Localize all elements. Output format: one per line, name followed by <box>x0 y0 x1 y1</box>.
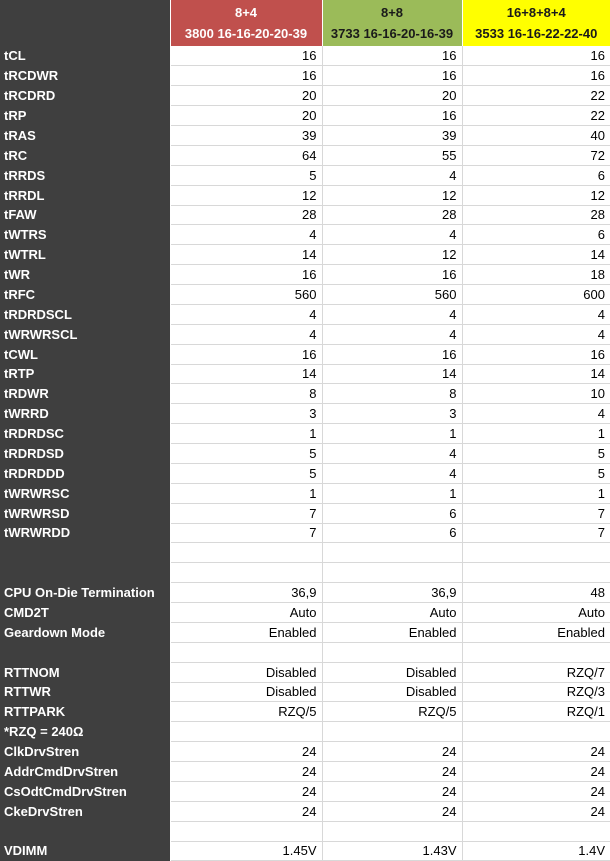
cell-value[interactable] <box>322 722 462 742</box>
cell-value[interactable]: 16 <box>170 46 322 66</box>
cell-value[interactable]: 4 <box>322 324 462 344</box>
table-row <box>0 384 610 404</box>
cell-value[interactable]: 1.45V <box>170 841 322 861</box>
table-row <box>0 642 610 662</box>
table-row <box>0 682 610 702</box>
table-row <box>0 66 610 86</box>
row-label[interactable]: CMD2T <box>0 603 170 623</box>
config-frequency-timings: 3533 16-16-22-22-40 <box>475 26 598 41</box>
row-label[interactable]: Geardown Mode <box>0 622 170 642</box>
cell-value[interactable]: 16 <box>322 66 462 86</box>
table-row <box>0 821 610 841</box>
table-row <box>0 304 610 324</box>
cell-value[interactable]: 6 <box>322 503 462 523</box>
cell-value[interactable]: 36,9 <box>322 583 462 603</box>
cell-value[interactable]: 4 <box>170 304 322 324</box>
table-row <box>0 86 610 106</box>
cell-value[interactable]: 28 <box>322 205 462 225</box>
cell-value[interactable]: 55 <box>322 145 462 165</box>
cell-value[interactable]: 4 <box>322 463 462 483</box>
cell-value[interactable]: 1.4V <box>462 841 610 861</box>
cell-value[interactable]: 600 <box>462 285 610 305</box>
row-label[interactable]: tRP <box>0 106 170 126</box>
cell-value[interactable]: 14 <box>170 245 322 265</box>
cell-value[interactable]: 20 <box>322 86 462 106</box>
config-title: 8+4 <box>234 5 258 20</box>
row-label[interactable]: tWR <box>0 265 170 285</box>
cell-value[interactable]: 5 <box>462 444 610 464</box>
row-label[interactable]: tRRDL <box>0 185 170 205</box>
table-row <box>0 543 610 563</box>
table-row <box>0 225 610 245</box>
row-label[interactable]: CsOdtCmdDrvStren <box>0 781 170 801</box>
table-header <box>0 0 610 46</box>
cell-value[interactable]: 5 <box>170 463 322 483</box>
cell-value[interactable]: Enabled <box>322 622 462 642</box>
cell-value[interactable]: 7 <box>462 503 610 523</box>
cell-value[interactable] <box>462 821 610 841</box>
row-label[interactable]: tWRWRSD <box>0 503 170 523</box>
row-label[interactable]: tCL <box>0 46 170 66</box>
table-row <box>0 662 610 682</box>
cell-value[interactable] <box>462 642 610 662</box>
cell-value[interactable]: 5 <box>170 444 322 464</box>
table-row <box>0 523 610 543</box>
cell-value[interactable]: 3 <box>322 404 462 424</box>
cell-value[interactable]: 4 <box>322 304 462 324</box>
cell-value[interactable]: 24 <box>322 801 462 821</box>
row-label[interactable]: tWRWRSC <box>0 483 170 503</box>
cell-value[interactable]: 22 <box>462 86 610 106</box>
cell-value[interactable]: 14 <box>322 364 462 384</box>
row-label[interactable]: tRAS <box>0 126 170 146</box>
config-title: 8+8 <box>380 5 404 20</box>
cell-value[interactable]: 24 <box>462 742 610 762</box>
table-row <box>0 324 610 344</box>
cell-value[interactable] <box>462 722 610 742</box>
row-label[interactable]: tRCDRD <box>0 86 170 106</box>
table-row <box>0 781 610 801</box>
row-label[interactable]: tRDRDSCL <box>0 304 170 324</box>
cell-value[interactable] <box>322 563 462 583</box>
cell-value[interactable]: 24 <box>170 742 322 762</box>
row-label[interactable] <box>0 642 170 662</box>
table-row <box>0 801 610 821</box>
row-label[interactable]: RTTNOM <box>0 662 170 682</box>
cell-value[interactable]: Disabled <box>322 662 462 682</box>
row-label[interactable]: tRDRDSD <box>0 444 170 464</box>
config-title: 16+8+8+4 <box>506 5 566 20</box>
cell-value[interactable]: 14 <box>462 364 610 384</box>
cell-value[interactable]: 14 <box>170 364 322 384</box>
row-label[interactable]: RTTPARK <box>0 702 170 722</box>
cell-value[interactable]: 1 <box>322 424 462 444</box>
cell-value[interactable]: 12 <box>170 185 322 205</box>
table-row <box>0 722 610 742</box>
cell-value[interactable]: 18 <box>462 265 610 285</box>
row-label[interactable]: tRDRDSC <box>0 424 170 444</box>
row-label[interactable]: *RZQ = 240Ω <box>0 722 170 742</box>
cell-value[interactable]: 1 <box>462 483 610 503</box>
cell-value[interactable]: 560 <box>322 285 462 305</box>
row-label[interactable] <box>0 821 170 841</box>
cell-value[interactable]: 4 <box>322 225 462 245</box>
cell-value[interactable]: 10 <box>462 384 610 404</box>
row-label[interactable]: tWRWRSCL <box>0 324 170 344</box>
cell-value[interactable]: 12 <box>462 185 610 205</box>
cell-value[interactable]: Enabled <box>462 622 610 642</box>
cell-value[interactable] <box>462 543 610 563</box>
cell-value[interactable]: 6 <box>462 225 610 245</box>
row-label[interactable]: CkeDrvStren <box>0 801 170 821</box>
cell-value[interactable]: 16 <box>170 265 322 285</box>
cell-value[interactable]: 16 <box>322 265 462 285</box>
cell-value[interactable]: 24 <box>322 742 462 762</box>
cell-value[interactable]: RZQ/1 <box>462 702 610 722</box>
cell-value[interactable] <box>170 821 322 841</box>
table-row <box>0 245 610 265</box>
cell-value[interactable]: 4 <box>322 444 462 464</box>
cell-value[interactable]: Disabled <box>322 682 462 702</box>
cell-value[interactable]: 40 <box>462 126 610 146</box>
cell-value[interactable]: 1 <box>170 483 322 503</box>
cell-value[interactable]: 12 <box>322 185 462 205</box>
table-row <box>0 106 610 126</box>
row-label[interactable]: tRRDS <box>0 165 170 185</box>
cell-value[interactable]: 4 <box>462 324 610 344</box>
cell-value[interactable]: 20 <box>170 106 322 126</box>
cell-value[interactable]: 24 <box>462 762 610 782</box>
cell-value[interactable]: 24 <box>170 781 322 801</box>
cell-value[interactable]: 16 <box>462 46 610 66</box>
cell-value[interactable]: 5 <box>462 463 610 483</box>
cell-value[interactable]: 8 <box>170 384 322 404</box>
cell-value[interactable]: Auto <box>322 603 462 623</box>
cell-value[interactable]: 14 <box>462 245 610 265</box>
cell-value[interactable]: 4 <box>462 304 610 324</box>
row-label[interactable]: RTTWR <box>0 682 170 702</box>
row-label[interactable]: tCWL <box>0 344 170 364</box>
cell-value[interactable]: 28 <box>462 205 610 225</box>
row-label[interactable]: tWTRS <box>0 225 170 245</box>
cell-value[interactable]: 4 <box>170 324 322 344</box>
table-row <box>0 145 610 165</box>
row-label[interactable]: ClkDrvStren <box>0 742 170 762</box>
cell-value[interactable]: 3 <box>170 404 322 424</box>
cell-value[interactable]: 36,9 <box>170 583 322 603</box>
row-label[interactable]: tFAW <box>0 205 170 225</box>
table-row <box>0 126 610 146</box>
column-header-config-3[interactable] <box>462 0 610 46</box>
config-frequency-timings: 3733 16-16-20-16-39 <box>330 26 454 41</box>
table-row <box>0 603 610 623</box>
table-row <box>0 185 610 205</box>
table-row <box>0 622 610 642</box>
row-label[interactable]: VDIMM <box>0 841 170 861</box>
table-row <box>0 841 610 861</box>
cell-value[interactable]: 4 <box>462 404 610 424</box>
cell-value[interactable]: 1 <box>322 483 462 503</box>
cell-value[interactable]: 7 <box>170 523 322 543</box>
cell-value[interactable]: 39 <box>170 126 322 146</box>
cell-value[interactable]: Enabled <box>170 622 322 642</box>
cell-value[interactable] <box>170 642 322 662</box>
table-row <box>0 503 610 523</box>
table-row <box>0 364 610 384</box>
table-row <box>0 344 610 364</box>
cell-value[interactable]: 72 <box>462 145 610 165</box>
row-label[interactable]: tWRWRDD <box>0 523 170 543</box>
cell-value[interactable]: 560 <box>170 285 322 305</box>
table-row <box>0 424 610 444</box>
table-row <box>0 46 610 66</box>
column-header-config-1[interactable] <box>170 0 322 46</box>
cell-value[interactable]: 20 <box>170 86 322 106</box>
row-label[interactable]: tRC <box>0 145 170 165</box>
row-label[interactable]: tWRRD <box>0 404 170 424</box>
cell-value[interactable]: 24 <box>462 801 610 821</box>
cell-value[interactable] <box>170 543 322 563</box>
row-label[interactable] <box>0 563 170 583</box>
cell-value[interactable]: 1.43V <box>322 841 462 861</box>
cell-value[interactable]: 7 <box>462 523 610 543</box>
row-label[interactable] <box>0 543 170 563</box>
cell-value[interactable]: 7 <box>170 503 322 523</box>
cell-value[interactable]: RZQ/5 <box>322 702 462 722</box>
cell-value[interactable]: Disabled <box>170 662 322 682</box>
row-label[interactable]: tRCDWR <box>0 66 170 86</box>
cell-value[interactable]: 24 <box>322 781 462 801</box>
header-corner-cell[interactable] <box>0 0 170 46</box>
cell-value[interactable]: 6 <box>322 523 462 543</box>
cell-value[interactable]: 1 <box>170 424 322 444</box>
table-row <box>0 265 610 285</box>
cell-value[interactable] <box>170 563 322 583</box>
table-row <box>0 742 610 762</box>
row-label[interactable]: CPU On-Die Termination <box>0 583 170 603</box>
cell-value[interactable]: 24 <box>322 762 462 782</box>
table-row <box>0 702 610 722</box>
cell-value[interactable]: 39 <box>322 126 462 146</box>
cell-value[interactable]: 48 <box>462 583 610 603</box>
table-body <box>0 46 610 861</box>
cell-value[interactable]: 4 <box>170 225 322 245</box>
header-row <box>0 0 610 46</box>
cell-value[interactable]: 16 <box>170 344 322 364</box>
table-row <box>0 444 610 464</box>
table-row <box>0 205 610 225</box>
column-header-config-2[interactable] <box>322 0 462 46</box>
cell-value[interactable]: Auto <box>462 603 610 623</box>
row-label[interactable]: tRDWR <box>0 384 170 404</box>
cell-value[interactable]: RZQ/5 <box>170 702 322 722</box>
row-label[interactable]: tRFC <box>0 285 170 305</box>
table-row <box>0 285 610 305</box>
cell-value[interactable]: Disabled <box>170 682 322 702</box>
table-row <box>0 463 610 483</box>
cell-value[interactable]: 16 <box>462 344 610 364</box>
row-label[interactable]: tRTP <box>0 364 170 384</box>
cell-value[interactable]: 8 <box>322 384 462 404</box>
cell-value[interactable]: 1 <box>462 424 610 444</box>
row-label[interactable]: AddrCmdDrvStren <box>0 762 170 782</box>
cell-value[interactable] <box>322 821 462 841</box>
cell-value[interactable]: 16 <box>462 66 610 86</box>
table-row <box>0 404 610 424</box>
row-label[interactable]: tWTRL <box>0 245 170 265</box>
table-row <box>0 483 610 503</box>
cell-value[interactable]: 28 <box>170 205 322 225</box>
cell-value[interactable]: 64 <box>170 145 322 165</box>
cell-value[interactable]: 12 <box>322 245 462 265</box>
cell-value[interactable]: 5 <box>170 165 322 185</box>
table-row <box>0 762 610 782</box>
cell-value[interactable]: 16 <box>322 46 462 66</box>
cell-value[interactable] <box>170 722 322 742</box>
cell-value[interactable]: 6 <box>462 165 610 185</box>
cell-value[interactable] <box>322 642 462 662</box>
cell-value[interactable]: RZQ/7 <box>462 662 610 682</box>
row-label[interactable]: tRDRDDD <box>0 463 170 483</box>
table-row <box>0 563 610 583</box>
cell-value[interactable]: 16 <box>322 106 462 126</box>
table-row <box>0 583 610 603</box>
cell-value[interactable]: 24 <box>170 762 322 782</box>
cell-value[interactable]: RZQ/3 <box>462 682 610 702</box>
cell-value[interactable] <box>462 563 610 583</box>
cell-value[interactable]: 24 <box>170 801 322 821</box>
cell-value[interactable] <box>322 543 462 563</box>
cell-value[interactable]: 16 <box>322 344 462 364</box>
table-row <box>0 165 610 185</box>
cell-value[interactable]: 4 <box>322 165 462 185</box>
cell-value[interactable]: Auto <box>170 603 322 623</box>
config-frequency-timings: 3800 16-16-20-20-39 <box>184 26 308 41</box>
cell-value[interactable]: 22 <box>462 106 610 126</box>
cell-value[interactable]: 24 <box>462 781 610 801</box>
cell-value[interactable]: 16 <box>170 66 322 86</box>
